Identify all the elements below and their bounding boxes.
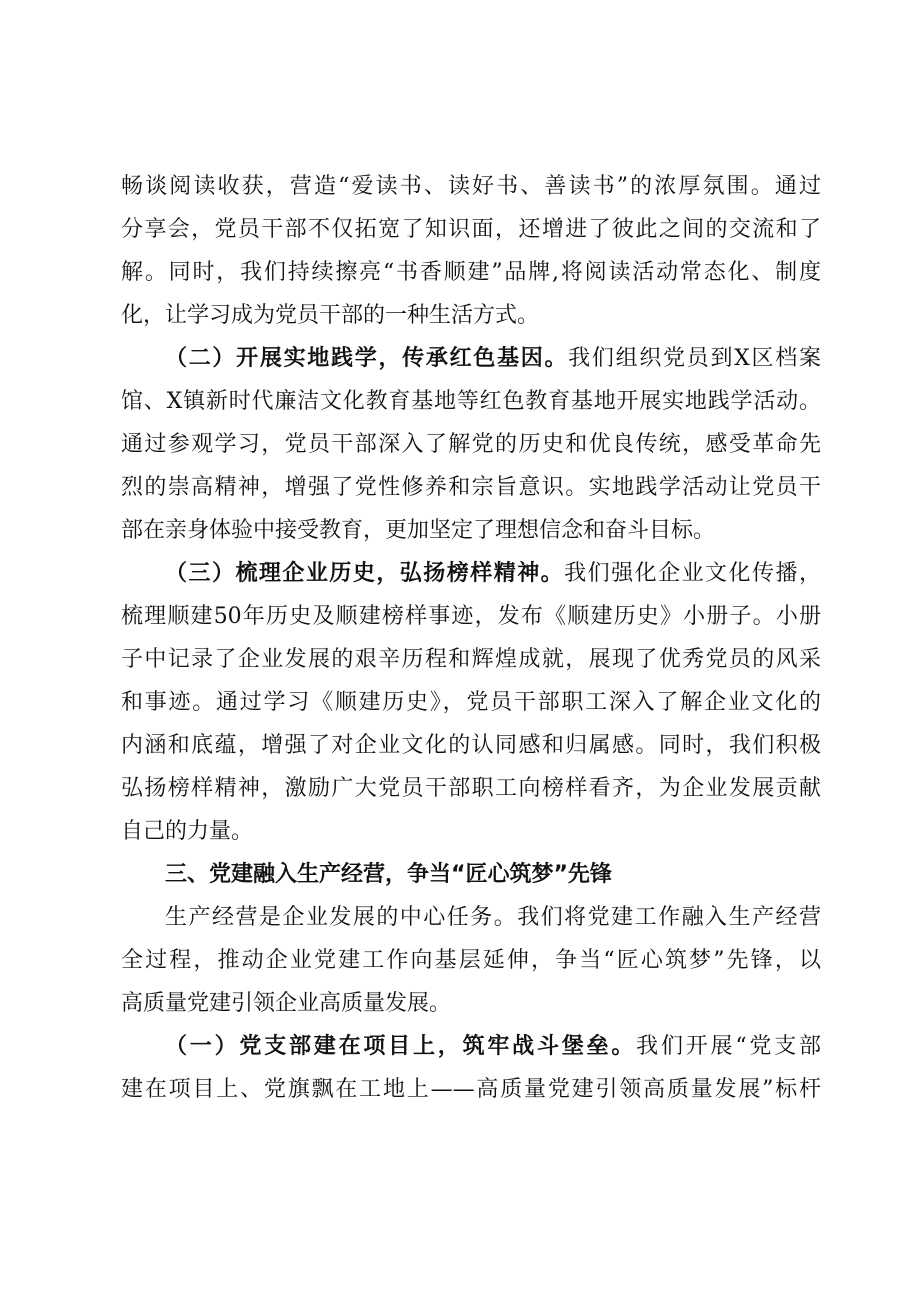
body-text-line: 畅谈阅读收获，营造“爱读书、读好书、善读书”的浓厚氛围。通过 bbox=[121, 174, 821, 199]
subheading-paragraph-line bbox=[165, 1032, 821, 1062]
subheading: （一）党支部建在项目上，筑牢战斗堡垒。 bbox=[165, 1034, 637, 1059]
body-text: 我们开展“党支部 bbox=[636, 1034, 821, 1059]
section-heading: 三、党建融入生产经营，争当“匠心筑梦”先锋 bbox=[165, 862, 612, 887]
body-text-line: 化，让学习成为党员干部的一种生活方式。 bbox=[121, 303, 540, 328]
body-text-line: 梳理顺建50年历史及顺建榜样事迹，发布《顺建历史》小册子。小册 bbox=[121, 604, 821, 629]
body-text-line: 和事迹。通过学习《顺建历史》，党员干部职工深入了解企业文化的 bbox=[121, 690, 821, 715]
body-text-line: 分享会，党员干部不仅拓宽了知识面，还增进了彼此之间的交流和了 bbox=[121, 217, 821, 242]
body-text-line: 内涵和底蕴，增强了对企业文化的认同感和归属感。同时，我们积极 bbox=[121, 733, 821, 758]
body-text-line: 通过参观学习，党员干部深入了解党的历史和优良传统，感受革命先 bbox=[121, 432, 821, 457]
subheading-paragraph-line bbox=[165, 344, 821, 374]
body-text: 我们组织党员到X区档案 bbox=[568, 346, 821, 371]
body-text-line: 全过程，推动企业党建工作向基层延伸，争当“匠心筑梦”先锋，以 bbox=[121, 948, 821, 973]
body-text-line: 解。同时，我们持续擦亮“书香顺建”品牌,将阅读活动常态化、制度 bbox=[121, 260, 821, 285]
body-text-line: 建在项目上、党旗飘在工地上——高质量党建引领高质量发展”标杆 bbox=[121, 1077, 821, 1102]
body-text-line: 烈的崇高精神，增强了党性修养和宗旨意识。实地践学活动让党员干 bbox=[121, 475, 821, 500]
body-text: 我们强化企业文化传播， bbox=[564, 561, 821, 586]
subheading: （二）开展实地践学，传承红色基因。 bbox=[165, 346, 569, 371]
subheading: （三）梳理企业历史，弘扬榜样精神。 bbox=[165, 561, 565, 586]
body-text-line: 高质量党建引领企业高质量发展。 bbox=[121, 991, 452, 1016]
body-text-line: 弘扬榜样精神，激励广大党员干部职工向榜样看齐，为企业发展贡献 bbox=[121, 776, 821, 801]
body-text-line: 部在亲身体验中接受教育，更加坚定了理想信念和奋斗目标。 bbox=[121, 518, 716, 543]
body-text-line: 生产经营是企业发展的中心任务。我们将党建工作融入生产经营 bbox=[165, 905, 821, 930]
body-text-line: 子中记录了企业发展的艰辛历程和辉煌成就，展现了优秀党员的风采 bbox=[121, 647, 821, 672]
body-text-line: 自己的力量。 bbox=[121, 819, 254, 844]
subheading-paragraph-line bbox=[165, 559, 821, 589]
body-text-line: 馆、X镇新时代廉洁文化教育基地等红色教育基地开展实地践学活动。 bbox=[121, 389, 821, 414]
